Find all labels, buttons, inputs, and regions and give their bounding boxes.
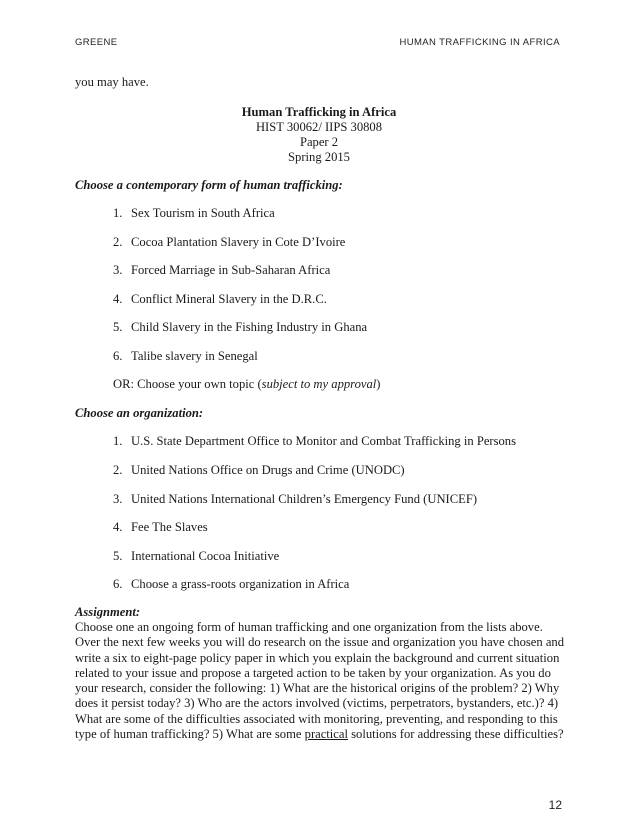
list-number: 1.: [113, 206, 123, 220]
list-text: United Nations Office on Drugs and Crime (UNODC): [131, 463, 405, 477]
list-item: [113, 292, 327, 307]
list-number: 5.: [113, 320, 123, 334]
list-item: [113, 320, 367, 335]
paragraph-line: write a six to eight-page policy paper in which you explain the background and current situation: [75, 650, 560, 665]
list-text: Child Slavery in the Fishing Industry in Ghana: [131, 320, 368, 334]
list-text: Choose a grass-roots organization in Africa: [131, 577, 350, 591]
paragraph-line: Choose one an ongoing form of human trafficking and one organization from the lists above.: [75, 620, 543, 634]
list-number: 5.: [113, 549, 123, 563]
document-title: Human Trafficking in Africa: [241, 105, 397, 119]
paper-number: Paper 2: [299, 135, 339, 149]
section2-heading: Choose an organization:: [75, 406, 204, 420]
paragraph-line: related to your issue and propose a targeted action to be taken by your organization. As you do: [75, 665, 551, 680]
paragraph-line: does it persist today? 3) Who are the actors involved (victims, perpetrators, bystanders, etc.)? 4): [75, 696, 559, 711]
list-text: Talibe slavery in Senegal: [131, 349, 258, 363]
list-item: [113, 577, 349, 592]
list-text: Fee The Slaves: [131, 520, 208, 534]
list-item: [113, 549, 279, 564]
course-code: HIST 30062/ IIPS 30808: [255, 120, 383, 134]
section1-heading: Choose a contemporary form of human trafficking:: [75, 178, 343, 192]
list-text: Conflict Mineral Slavery in the D.R.C.: [131, 292, 327, 306]
list-text: International Cocoa Initiative: [131, 549, 280, 563]
list-number: 3.: [113, 263, 123, 277]
list-item: [113, 463, 405, 478]
underlined-word: practical: [304, 727, 348, 742]
intro-fragment: you may have.: [75, 75, 149, 89]
own-topic-italic: subject to my approval: [261, 377, 377, 391]
header-author: GREENE: [75, 37, 118, 48]
list-text: Sex Tourism in South Africa: [131, 206, 275, 220]
own-topic-option: [113, 377, 380, 392]
paragraph-last-line: [75, 727, 575, 742]
list-number: 6.: [113, 577, 123, 591]
paragraph-line: Over the next few weeks you will do research on the issue and organization you have chosen and: [75, 635, 565, 650]
list-number: 4.: [113, 520, 123, 534]
paragraph-line: What are some of the difficulties associated with monitoring, preventing, and responding to this: [75, 711, 558, 726]
list-item: [113, 520, 208, 535]
own-topic-prefix: OR: Choose your own topic (: [113, 377, 262, 391]
list-number: 2.: [113, 235, 123, 249]
list-number: 3.: [113, 492, 123, 506]
list-item: [113, 235, 345, 250]
list-text: U.S. State Department Office to Monitor and Combat Trafficking in Persons: [131, 434, 517, 448]
list-item: [113, 263, 330, 278]
page-number: 12: [548, 798, 562, 812]
list-item: [113, 349, 258, 364]
assignment-heading: Assignment:: [75, 605, 141, 619]
list-text: Forced Marriage in Sub-Saharan Africa: [131, 263, 331, 277]
header-title: HUMAN TRAFFICKING IN AFRICA: [399, 37, 560, 48]
list-number: 2.: [113, 463, 123, 477]
list-number: 6.: [113, 349, 123, 363]
list-text: Cocoa Plantation Slavery in Cote D’Ivoire: [131, 235, 346, 249]
list-number: 4.: [113, 292, 123, 306]
paragraph-line: your research, consider the following: 1) What are the historical origins of the problem? 2) Why: [75, 681, 560, 696]
list-text: United Nations International Children’s Emergency Fund (UNICEF): [131, 492, 478, 506]
list-item: [113, 434, 516, 449]
last-line-suffix: solutions for addressing these difficulties?: [348, 727, 564, 742]
list-item: [113, 206, 275, 221]
last-line-prefix: type of human trafficking? 5) What are some: [75, 727, 305, 742]
term: Spring 2015: [288, 150, 350, 164]
list-number: 1.: [113, 434, 123, 448]
list-item: [113, 492, 477, 507]
assignment-paragraph: [75, 620, 575, 742]
own-topic-suffix: ): [376, 377, 381, 391]
